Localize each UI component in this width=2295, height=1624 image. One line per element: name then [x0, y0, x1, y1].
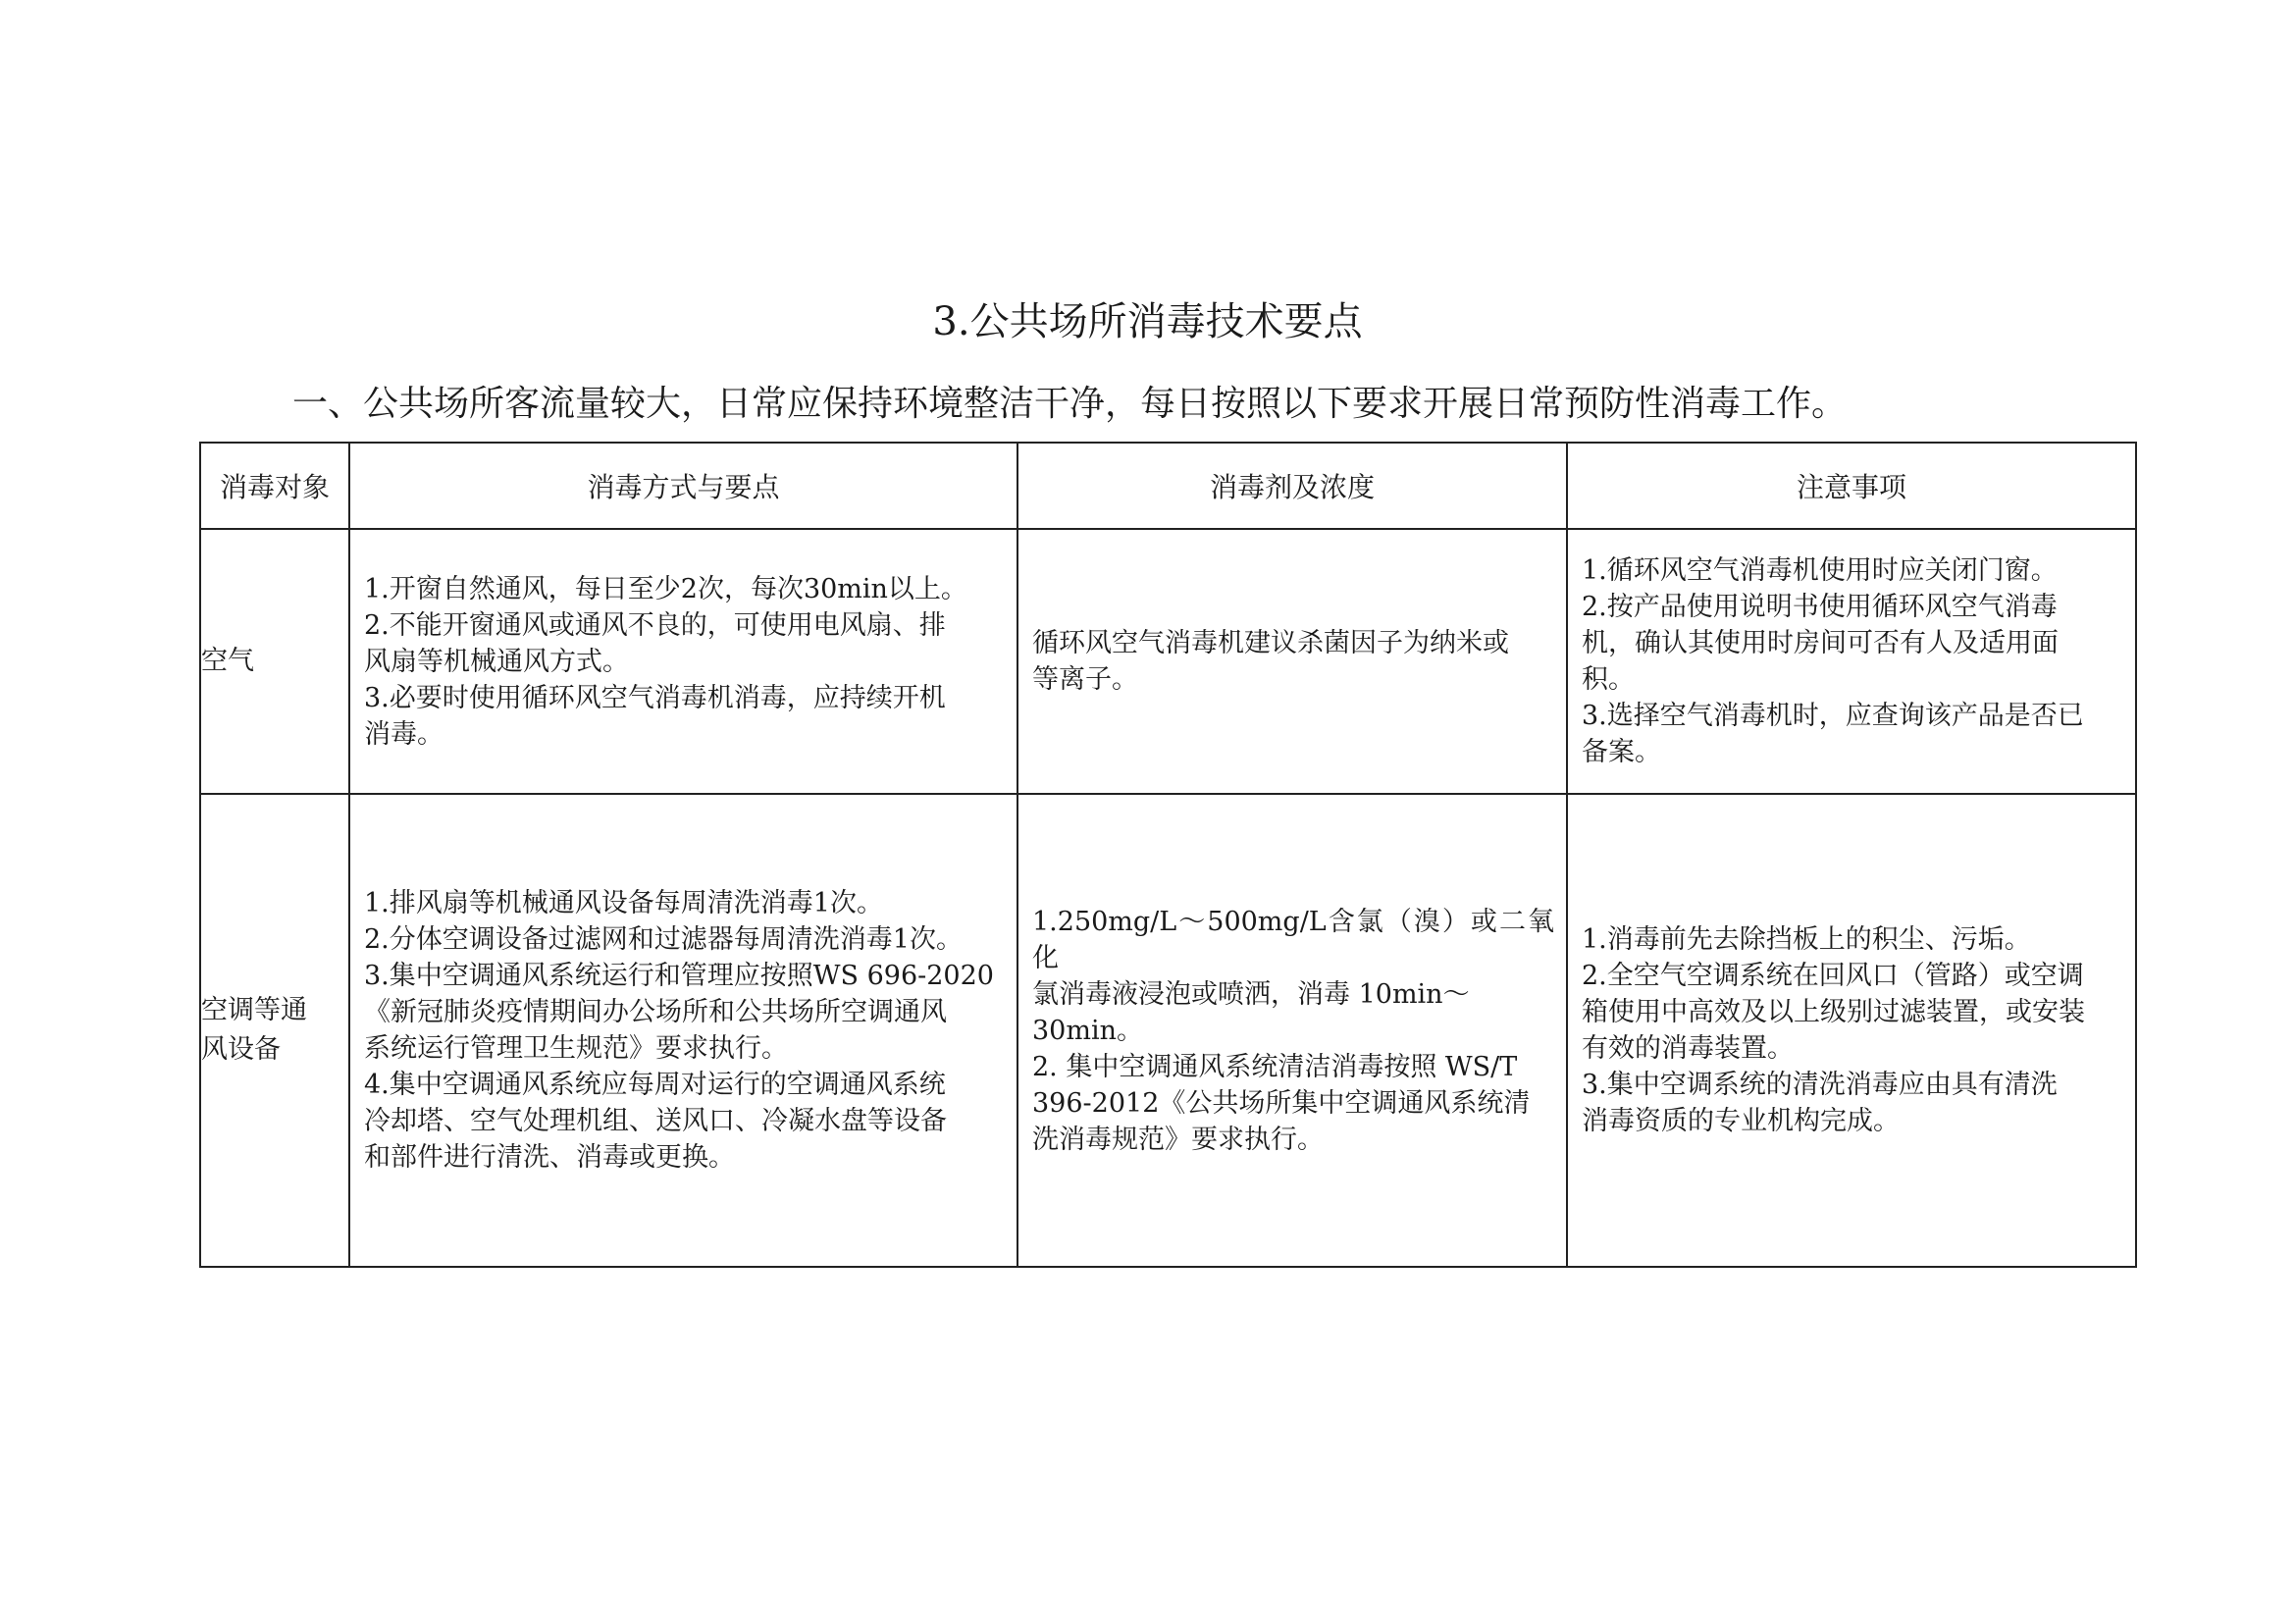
text-line: 箱使用中高效及以上级别过滤装置，或安装 [1582, 997, 2085, 1027]
page-title: 3.公共场所消毒技术要点 [932, 299, 1363, 344]
text-line: 有效的消毒装置。 [1582, 1033, 1794, 1064]
text-line: 冷却塔、空气处理机组、送风口、冷凝水盘等设备 [364, 1106, 947, 1136]
cell-agent [1017, 529, 1567, 794]
cell-agent [1017, 794, 1567, 1267]
text-line: 3.选择空气消毒机时，应查询该产品是否已 [1582, 701, 2084, 731]
text-line: 2.不能开窗通风或通风不良的，可使用电风扇、排 [364, 609, 946, 641]
cell-target: 空气 [200, 529, 349, 794]
text-line: 消毒资质的专业机构完成。 [1582, 1106, 1900, 1136]
cell-method [349, 794, 1017, 1267]
text-line: 1.循环风空气消毒机使用时应关闭门窗。 [1582, 555, 2058, 586]
text-line: 消毒。 [364, 718, 443, 750]
text-line: 4.集中空调通风系统应每周对运行的空调通风系统 [364, 1070, 946, 1100]
disinfection-table [199, 442, 2137, 1268]
header-agent: 消毒剂及浓度 [1017, 443, 1567, 529]
text-line: 2.按产品使用说明书使用循环风空气消毒 [1582, 592, 2058, 622]
text-line: 3.集中空调系统的清洗消毒应由具有清洗 [1582, 1070, 2058, 1100]
text-line: 和部件进行清洗、消毒或更换。 [364, 1142, 735, 1173]
text-line: 3.必要时使用循环风空气消毒机消毒，应持续开机 [364, 682, 946, 713]
text-line: 2.分体空调设备过滤网和过滤器每周清洗消毒1次。 [364, 924, 963, 955]
cell-target [200, 794, 349, 1267]
text-line: 396-2012《公共场所集中空调通风系统清 [1032, 1087, 1531, 1119]
header-target: 消毒对象 [200, 443, 349, 529]
cell-target-text: 空调等通风设备 [201, 995, 307, 1065]
cell-method [349, 529, 1017, 794]
text-line: 1.排风扇等机械通风设备每周清洗消毒1次。 [364, 888, 883, 918]
table-row [200, 794, 2136, 1267]
text-line: 系统运行管理卫生规范》要求执行。 [364, 1033, 788, 1064]
text-line: 《新冠肺炎疫情期间办公场所和公共场所空调通风 [364, 997, 947, 1027]
text-line: 3.集中空调通风系统运行和管理应按照WS 696-2020 [364, 961, 994, 991]
text-line: 积。 [1582, 664, 1635, 695]
text-line: 30min。 [1032, 1015, 1143, 1046]
header-notes: 注意事项 [1567, 443, 2136, 529]
cell-notes [1567, 529, 2136, 794]
table-header-row [200, 443, 2136, 529]
text-line: 风扇等机械通风方式。 [364, 646, 629, 677]
cell-notes [1567, 794, 2136, 1267]
table-row [200, 529, 2136, 794]
text-line: 1.250mg/L～500mg/L含氯（溴）或二氧化 [1032, 906, 1554, 973]
text-line: 1.消毒前先去除挡板上的积尘、污垢。 [1582, 924, 2031, 955]
text-line: 2. 集中空调通风系统清洁消毒按照 WS/T [1032, 1051, 1518, 1082]
header-method: 消毒方式与要点 [349, 443, 1017, 529]
text-line: 机，确认其使用时房间可否有人及适用面 [1582, 628, 2059, 658]
intro-paragraph: 一、公共场所客流量较大，日常应保持环境整洁干净，每日按照以下要求开展日常预防性消毒工作。 [292, 384, 1848, 424]
text-line: 2.全空气空调系统在回风口（管路）或空调 [1582, 961, 2084, 991]
text-line: 循环风空气消毒机建议杀菌因子为纳米或 [1032, 628, 1509, 658]
text-line: 等离子。 [1032, 664, 1138, 695]
text-line: 备案。 [1582, 737, 1661, 767]
text-line: 1.开窗自然通风，每日至少2次，每次30min以上。 [364, 573, 967, 604]
text-line: 洗消毒规范》要求执行。 [1032, 1124, 1324, 1155]
text-line: 氯消毒液浸泡或喷洒，消毒 10min～ [1032, 978, 1470, 1010]
